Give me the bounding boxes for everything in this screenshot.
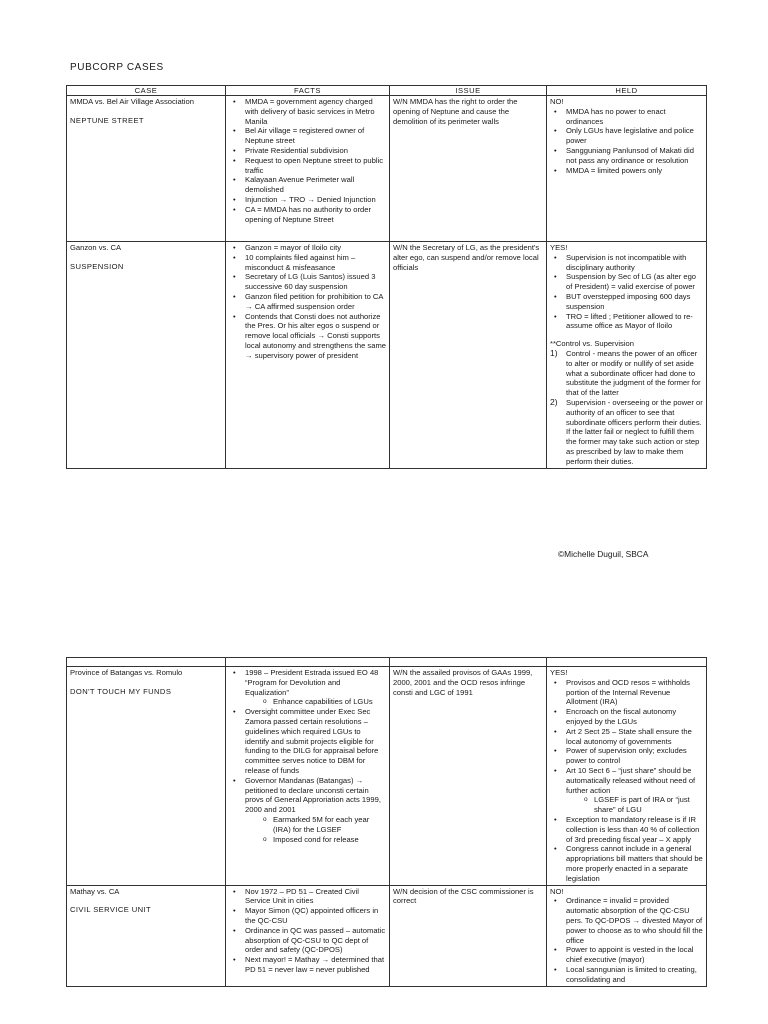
list-item: • Contends that Consti does not authorize the Pres. Or his alter egos o suspend or remove local officials → Consti supports local autonomy and strengthens the same → supervisory power of president	[229, 312, 386, 361]
list-item: • Ganzon filed petition for prohibition to CA → CA affirmed suspension order	[229, 292, 386, 312]
list-item: • MMDA = limited powers only	[550, 166, 703, 176]
list-item-text: Nov 1972 – PD 51 – Created Civil Service Unit in cities	[245, 886, 359, 906]
list-number: 2)	[550, 396, 558, 407]
list-item	[229, 906, 386, 926]
list-item-text: Supervision - overseeing or the power or authority of an officer to see that subordinate officers perform their duties. If the latter fail or neglect to fulfill them the former may take such action or step as prescribed by law to make them perform their duties.	[566, 397, 703, 466]
list-item: • Private Residential subdivision	[229, 146, 386, 156]
case-name: Province of Batangas vs. Romulo	[70, 668, 183, 677]
list-item-text: Next mayor! = Mathay → determined that PD 51 = never law = never published	[245, 955, 385, 974]
case-name: MMDA vs. Bel Air Village Association	[70, 97, 194, 106]
table-row	[67, 885, 707, 986]
case-cell	[67, 242, 226, 469]
sub-list-item: o Earmarked 5M for each year (IRA) for the LGSEF	[263, 815, 386, 835]
case-name: Ganzon vs. CA	[70, 243, 122, 252]
list-item	[229, 955, 386, 975]
list-item: • CA = MMDA has no authority to order opening of Neptune Street	[229, 205, 386, 225]
list-item-text: Governor Mandanas (Batangas) → petitioned to declare unconsti certain provs of General Approriation acts 1999, 2000 and 2001	[245, 775, 381, 815]
list-item-text: Art 2 Sect 25 – State shall ensure the local autonomy of governments	[566, 726, 692, 746]
list-item-text: Provisos and OCD resos = withholds portion of the Internal Revenue Allotment (IRA)	[566, 677, 690, 707]
list-item	[229, 707, 386, 776]
held-verdict: NO!	[550, 97, 564, 106]
list-item: • Ganzon = mayor of Iloilo city	[229, 243, 386, 253]
held-cell	[547, 885, 707, 986]
list-item: • Supervision is not incompatible with disciplinary authority	[550, 253, 703, 273]
issue-cell: W/N MMDA has the right to order the opening of Neptune and cause the demolition of its perimeter walls	[390, 96, 547, 242]
list-item	[550, 815, 703, 844]
list-item	[229, 668, 386, 707]
cases-table-page-1	[66, 85, 707, 469]
list-item: • Request to open Neptune street to public traffic	[229, 156, 386, 176]
header-issue: ISSUE	[390, 86, 547, 96]
list-number: 1)	[550, 347, 558, 358]
list-item	[550, 945, 703, 965]
facts-cell	[226, 242, 390, 469]
list-item	[229, 776, 386, 845]
list-item-text: Encroach on the fiscal autonomy enjoyed by the LGUs	[566, 707, 677, 726]
list-item	[550, 349, 703, 398]
list-item: • 10 complaints filed against him – misconduct & misfeasance	[229, 253, 386, 273]
header-case: CASE	[67, 86, 226, 96]
list-item-text: Ordinance = invalid = provided automatic absorption of the QC-CSU pers. To QC-DPOS → divested Mayor of power to choose as to who should fill the office	[566, 896, 703, 945]
list-item: • Injunction → TRO → Denied Injunction	[229, 195, 386, 205]
list-item: • Secretary of LG (Luis Santos) issued 3 successive 60 day suspension	[229, 272, 386, 292]
list-item-text: 1998 – President Estrada issued EO 48 “Program for Devolution and Equalization”	[245, 668, 379, 697]
list-item	[550, 707, 703, 727]
list-item-text: Local sanngunian is limited to creating, consolidating and	[566, 964, 697, 984]
sub-list-item: o Imposed cond for release	[263, 835, 386, 845]
list-item	[550, 398, 703, 467]
list-item-text: Power to appoint is vested in the local chief executive (mayor)	[566, 945, 694, 965]
list-item	[550, 965, 703, 985]
list-item	[550, 746, 703, 766]
list-item	[550, 844, 703, 883]
table-row	[67, 242, 707, 469]
list-item: • MMDA = government agency charged with delivery of basic services in Metro Manila	[229, 97, 386, 126]
issue-cell: W/N the Secretary of LG, as the president's alter ego, can suspend and/or remove local officials	[390, 242, 547, 469]
list-item: • TRO = lifted ; Petitioner allowed to re-assume office as Mayor of Iloilo	[550, 312, 703, 332]
list-item: • MMDA has no power to enact ordinances	[550, 107, 703, 127]
issue-cell: W/N the assailed provisos of GAAs 1999, 2000, 2001 and the OCD resos infringe consti and LGC of 1991	[390, 667, 547, 886]
held-verdict: NO!	[550, 886, 564, 896]
list-item-text: Ordinance in QC was passed – automatic absorption of QC-CSU to QC dept of order and safety (QC-DPOS)	[245, 925, 386, 955]
table-row	[67, 96, 707, 242]
table-row	[67, 667, 707, 886]
list-item-text: Art 10 Sect 6 – “just share” should be automatically released without need of further action	[566, 765, 696, 795]
held-verdict: YES!	[550, 243, 568, 252]
held-cell	[547, 242, 707, 469]
list-item	[550, 766, 703, 815]
list-item	[550, 896, 703, 945]
cases-table-page-2	[66, 657, 707, 987]
list-item	[550, 678, 703, 707]
held-cell	[547, 667, 707, 886]
table-header-row	[67, 658, 707, 667]
page-title: PUBCORP CASES	[70, 62, 164, 73]
header-held: HELD	[547, 86, 707, 96]
case-tag: DON'T TOUCH MY FUNDS	[70, 686, 172, 696]
held-cell	[547, 96, 707, 242]
sub-list-item: o LGSEF is part of IRA or “just share” of LGU	[584, 795, 703, 815]
issue-cell: W/N decision of the CSC commissioner is correct	[390, 885, 547, 986]
list-item: • Kalayaan Avenue Perimeter wall demolished	[229, 175, 386, 195]
sub-list-item: o Enhance capabilities of LGUs	[263, 697, 386, 707]
list-item: • Only LGUs have legislative and police power	[550, 126, 703, 146]
case-tag: NEPTUNE STREET	[70, 115, 144, 125]
table-header-row	[67, 86, 707, 96]
list-item	[229, 926, 386, 955]
list-item	[550, 727, 703, 747]
case-tag: SUSPENSION	[70, 261, 124, 271]
case-tag: CIVIL SERVICE UNIT	[70, 905, 152, 915]
list-item-text: Congress cannot include in a general appropriations bill matters that should be more properly enacted in a separate legislation	[566, 844, 703, 883]
header-facts: FACTS	[226, 86, 390, 96]
list-item: • Suspension by Sec of LG (as alter ego of President) = valid exercise of power	[550, 272, 703, 292]
case-name: Mathay vs. CA	[70, 886, 120, 896]
list-item	[229, 887, 386, 907]
list-item-text: Power of supervision only; excludes power to control	[566, 746, 687, 766]
case-cell	[67, 667, 226, 886]
control-vs-supervision-note: **Control vs. Supervision	[550, 339, 634, 349]
held-verdict: YES!	[550, 668, 568, 677]
case-cell	[67, 96, 226, 242]
facts-cell	[226, 667, 390, 886]
list-item: • BUT overstepped imposing 600 days suspension	[550, 292, 703, 312]
case-cell	[67, 885, 226, 986]
list-item: • Bel Air village = registered owner of Neptune street	[229, 126, 386, 146]
list-item-text: Control - means the power of an officer to alter or modify or nullify of set aside what a subordinate officer had done to substitute the judgment of the former for that of the latter	[566, 348, 701, 398]
credit: ©Michelle Duguil, SBCA	[558, 549, 649, 559]
list-item: • Sangguniang Panlunsod of Makati did not pass any ordinance or resolution	[550, 146, 703, 166]
list-item-text: Exception to mandatory release is if IR collection is less than 40 % of collection of 3rd preceding fiscal year – X apply	[566, 814, 700, 844]
facts-cell	[226, 885, 390, 986]
facts-cell	[226, 96, 390, 242]
list-item-text: Oversight committee under Exec Sec Zamora passed certain resolutions – guidelines which required LGUs to identify and submit projects eligible for funding to the DILG for appraisal before committee serves notice to DBM for release of funds	[245, 707, 379, 775]
list-item-text: Mayor Simon (QC) appointed officers in the QC-CSU	[245, 906, 379, 925]
